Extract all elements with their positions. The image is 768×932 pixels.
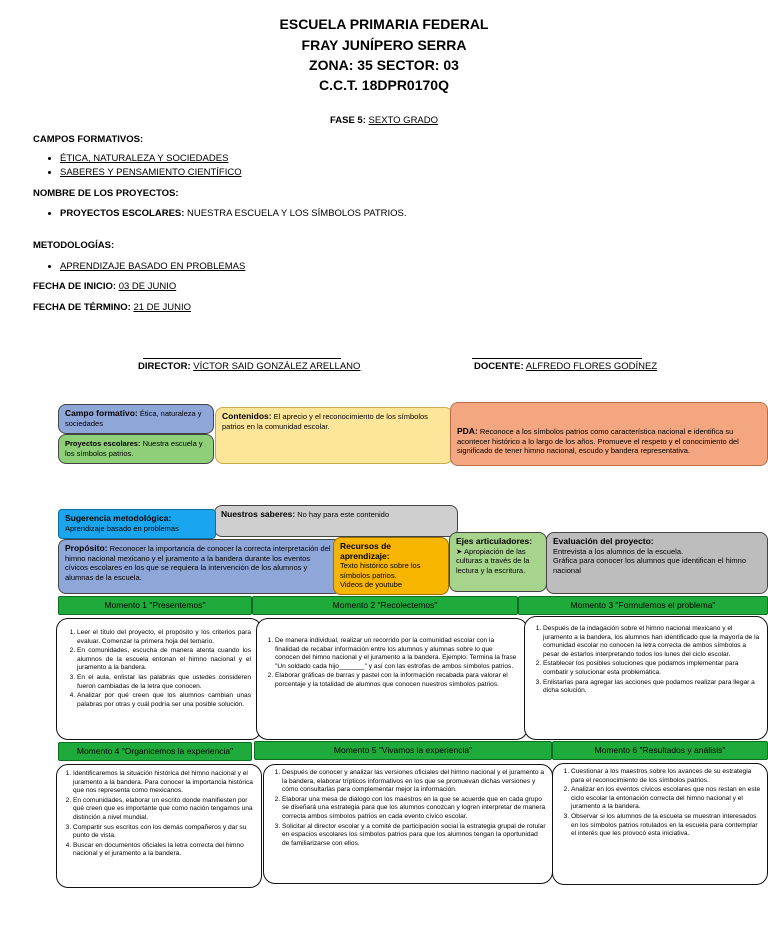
school-name: ESCUELA PRIMARIA FEDERAL: [279, 16, 489, 32]
list-item: 2. Analizar en los eventos cívicos escolares que nos restan en este ciclo escolar la entonación correcta del himno nacional y el juramento a la bandera.: [571, 786, 761, 812]
sugerencia-label: Sugerencia metodológica:: [65, 513, 172, 523]
recursos-line: Videos de youtube: [340, 580, 402, 589]
ejes-box: [449, 532, 547, 592]
list-item: 3. Enlistarlas para agregar las acciones que podamos realizar para llegar a dicha solución.: [543, 679, 761, 696]
ejes-value: Apropiación de las culturas a través de la lectura y la escritura.: [456, 546, 530, 575]
saberes-box: [214, 505, 458, 537]
pda-label: PDA:: [457, 426, 478, 436]
list-item: 3. Observar si los alumnos de la escuela se muestran interesados en los símbolos patrios rotulados en la escuela para contemplar el interés que les provocó esta iniciativa.: [571, 813, 761, 839]
list-item: 2. En comunidades, escucha de manera atenta cuando los alumnos de la escuela entonan el himno nacional y el juramento a la bandera.: [77, 647, 251, 673]
contenidos-value: El aprecio y el reconocimiento de los símbolos patrios en la comunidad escolar.: [222, 412, 428, 431]
momento-4-title: Momento 4 "Organicemos la experiencia": [58, 742, 252, 761]
list-item: 1. Leer el título del proyecto, el propósito y los criterios para evaluar. Comenzar la primera hoja del temario.: [77, 629, 251, 646]
campo-formativo-box: [58, 404, 214, 434]
fecha-termino: [33, 302, 191, 313]
momento-6-card: [552, 763, 768, 885]
momento-4-card: [56, 764, 262, 888]
saberes-label: Nuestros saberes:: [221, 509, 296, 519]
contenidos-box: [215, 407, 453, 464]
momento-5-card: [263, 764, 553, 884]
saberes-value: No hay para este contenido: [297, 510, 389, 519]
list-item: 2. Elaborar gráficas de barras y pastel con la información recabada para valorar el porcentaje y la totalidad de alumnos que conocen nuestros símbolos patrios.: [275, 672, 519, 689]
fecha-inicio-value: 03 DE JUNIO: [118, 281, 177, 292]
campo-item: • ÉTICA, NATURALEZA Y SOCIEDADES: [60, 152, 242, 166]
director-signature-line: [143, 358, 341, 359]
list-item: 1. Después de la indagación sobre el himno nacional mexicano y el juramento a la bandera, los alumnos han identificado que la mayoría de la comunidad escolar no conocen la letra correcta de ambos símbolos a pesar de estarlos interpretando todos los lunes del ciclo escolar.: [543, 625, 761, 659]
list-item: 1. Después de conocer y analizar las versiones oficiales del himno nacional y el juramento a la bandera, elaborar trípticos informativos en los que se promuevan dichas versiones y cómo consultarlas para complementar mejor la información.: [282, 769, 546, 795]
sugerencia-value: Aprendizaje basado en problemas: [65, 523, 179, 533]
docente-name: ALFREDO FLORES GODÍNEZ: [525, 361, 658, 372]
proposito-box: [58, 539, 342, 594]
evaluacion-line: Gráfica para conocer los alumnos que identifican el himno nacional: [553, 556, 747, 575]
contenidos-label: Contenidos:: [222, 411, 272, 421]
fase-line: [0, 115, 768, 126]
proyecto-item-value: NUESTRA ESCUELA Y LOS SÍMBOLOS PATRIOS.: [187, 208, 407, 219]
proyectos-escolares-box: [58, 434, 214, 464]
fecha-inicio-label: FECHA DE INICIO:: [33, 281, 117, 292]
proposito-label: Propósito:: [65, 543, 108, 553]
pda-value: Reconoce a los símbolos patrios como característica nacional e identifica su: [479, 427, 734, 436]
proyectos-box-label: Proyectos escolares:: [65, 439, 141, 448]
momento-2-card: [256, 618, 528, 740]
metodologias-list: [33, 260, 245, 274]
director-label: DIRECTOR:: [138, 361, 191, 372]
fecha-termino-value: 21 DE JUNIO: [133, 302, 191, 313]
recursos-box: [333, 537, 449, 595]
arrow-bullet-icon: ➤: [456, 546, 463, 556]
momento-1-title: Momento 1 "Presentemos": [58, 596, 252, 615]
docente-signature-line: [472, 358, 642, 359]
proyecto-item: [60, 207, 407, 221]
evaluacion-label: Evaluación del proyecto:: [553, 536, 654, 546]
list-item: 1. De manera individual, realizar un recorrido por la comunidad escolar con la finalidad de recabar información entre los alumnos y alumnas sobre lo que conocen del himno nacional y el juramento a la bandera. Ejemplo: Termina la frase "Un soldado cada hijo_______" y así con las estrofas de ambos símbolos patrios.: [275, 637, 519, 671]
docente-label: DOCENTE:: [474, 361, 524, 372]
list-item: 2. Establecer los posibles soluciones que podamos implementar para combatir y solucionar esta problemática.: [543, 660, 761, 677]
list-item: 3. Solicitar al director escolar y a comité de participación social la estrategia grupal de rotular en espacios escolares los símbolos patrios para que los alumnos tengan la oportunidad de familiarizarse con ellos.: [282, 823, 546, 849]
proposito-value: Reconocer la importancia de conocer la correcta interpretación del himno nacional mexicano y el juramento a la bandera durante los eventos cívicos escolares en los que se requiera la intervención de los alumnos y alumnas de la escuela.: [65, 544, 331, 582]
pda-value-cont: acontecer histórico a lo largo de los años. Promueve el respeto y el conocimiento del significado de tener himno nacional, escudo y bandera representativa.: [457, 436, 739, 455]
pda-box: [450, 402, 768, 466]
proyectos-list: [33, 207, 407, 221]
evaluacion-box: [546, 532, 768, 594]
list-item: 1. Identificaremos la situación histórica del himno nacional y el juramento a la bandera. Para conocer la importancia histórica que nos representa como mexicanos.: [73, 770, 255, 796]
momento-5-title: Momento 5 "Vivamos la experiencia": [254, 741, 552, 760]
list-item: 1. Cuestionar a los maestros sobre los avances de su estrategia para el reconocimiento de los símbolos patrios.: [571, 768, 761, 785]
school-subname: FRAY JUNÍPERO SERRA: [301, 37, 467, 53]
momento-1-card: [56, 618, 262, 740]
metodologia-item: • APRENDIZAJE BASADO EN PROBLEMAS: [60, 260, 245, 274]
cct-code: C.C.T. 18DPR0170Q: [319, 77, 449, 93]
recursos-line: Texto histórico sobre los símbolos patrios.: [340, 561, 421, 580]
docente-line: [474, 361, 674, 372]
fase-label: FASE 5:: [329, 115, 366, 126]
proyectos-box-value: Nuestra escuela y los símbolos patrios.: [65, 439, 203, 458]
metodologias-label: METODOLOGÍAS:: [33, 240, 115, 251]
list-item: 2. Elaborar una mesa de diálogo con los maestros en la que se acuerde que en cada grupo se diseñará una estrategia para que los alumnos conozcan y logren interpretar de manera correcta ambos símbolos patrios en cada evento cívico escolar.: [282, 796, 546, 822]
fecha-termino-label: FECHA DE TÉRMINO:: [33, 302, 131, 313]
director-name: VÍCTOR SAID GONZÁLEZ ARELLANO: [193, 361, 361, 372]
proyectos-label: NOMBRE DE LOS PROYECTOS:: [33, 188, 179, 199]
list-item: 4. Analizar por qué creen que los alumnos cambian unas palabras por otras y cuál podría ser una posible solución.: [77, 692, 251, 709]
director-line: [138, 361, 368, 372]
list-item: 3. En el aula, enlistar las palabras que ustedes consideren fueron cambiadas de la letra que conocen.: [77, 674, 251, 691]
evaluacion-line: Entrevista a los alumnos de la escuela.: [553, 546, 684, 556]
list-item: 3. Compartir sus escritos con los demás compañeros y dar su punto de vista.: [73, 824, 255, 841]
campo-box-label: Campo formativo:: [65, 408, 138, 418]
momento-3-card: [524, 616, 768, 740]
momento-3-title: Momento 3 "Formulemos el problema": [518, 596, 768, 615]
campos-list: [33, 152, 242, 180]
list-item: 4. Buscar en documentos oficiales la letra correcta del himno nacional y el juramento a la bandera.: [73, 842, 255, 859]
sugerencia-box: [58, 509, 216, 539]
proyecto-item-label: PROYECTOS ESCOLARES:: [60, 208, 185, 219]
fase-value: SEXTO GRADO: [368, 115, 439, 126]
zone-sector: ZONA: 35 SECTOR: 03: [309, 57, 459, 73]
campos-label: CAMPOS FORMATIVOS:: [33, 134, 144, 145]
momento-2-title: Momento 2 "Recolectemos": [252, 596, 518, 615]
campo-box-value: Ética, naturaleza y sociedades: [65, 409, 202, 428]
fecha-inicio: [33, 281, 176, 292]
momento-6-title: Momento 6 "Resultados y análisis": [552, 741, 768, 760]
recursos-label: Recursos de aprendizaje:: [340, 541, 392, 561]
ejes-label: Ejes articuladores:: [456, 536, 533, 546]
list-item: 2. En comunidades, elaborar un escrito donde manifiesten por qué creen que es importante que como nación tengamos una distinción a nivel mundial.: [73, 797, 255, 823]
campo-item: • SABERES Y PENSAMIENTO CIENTÍFICO: [60, 166, 242, 180]
